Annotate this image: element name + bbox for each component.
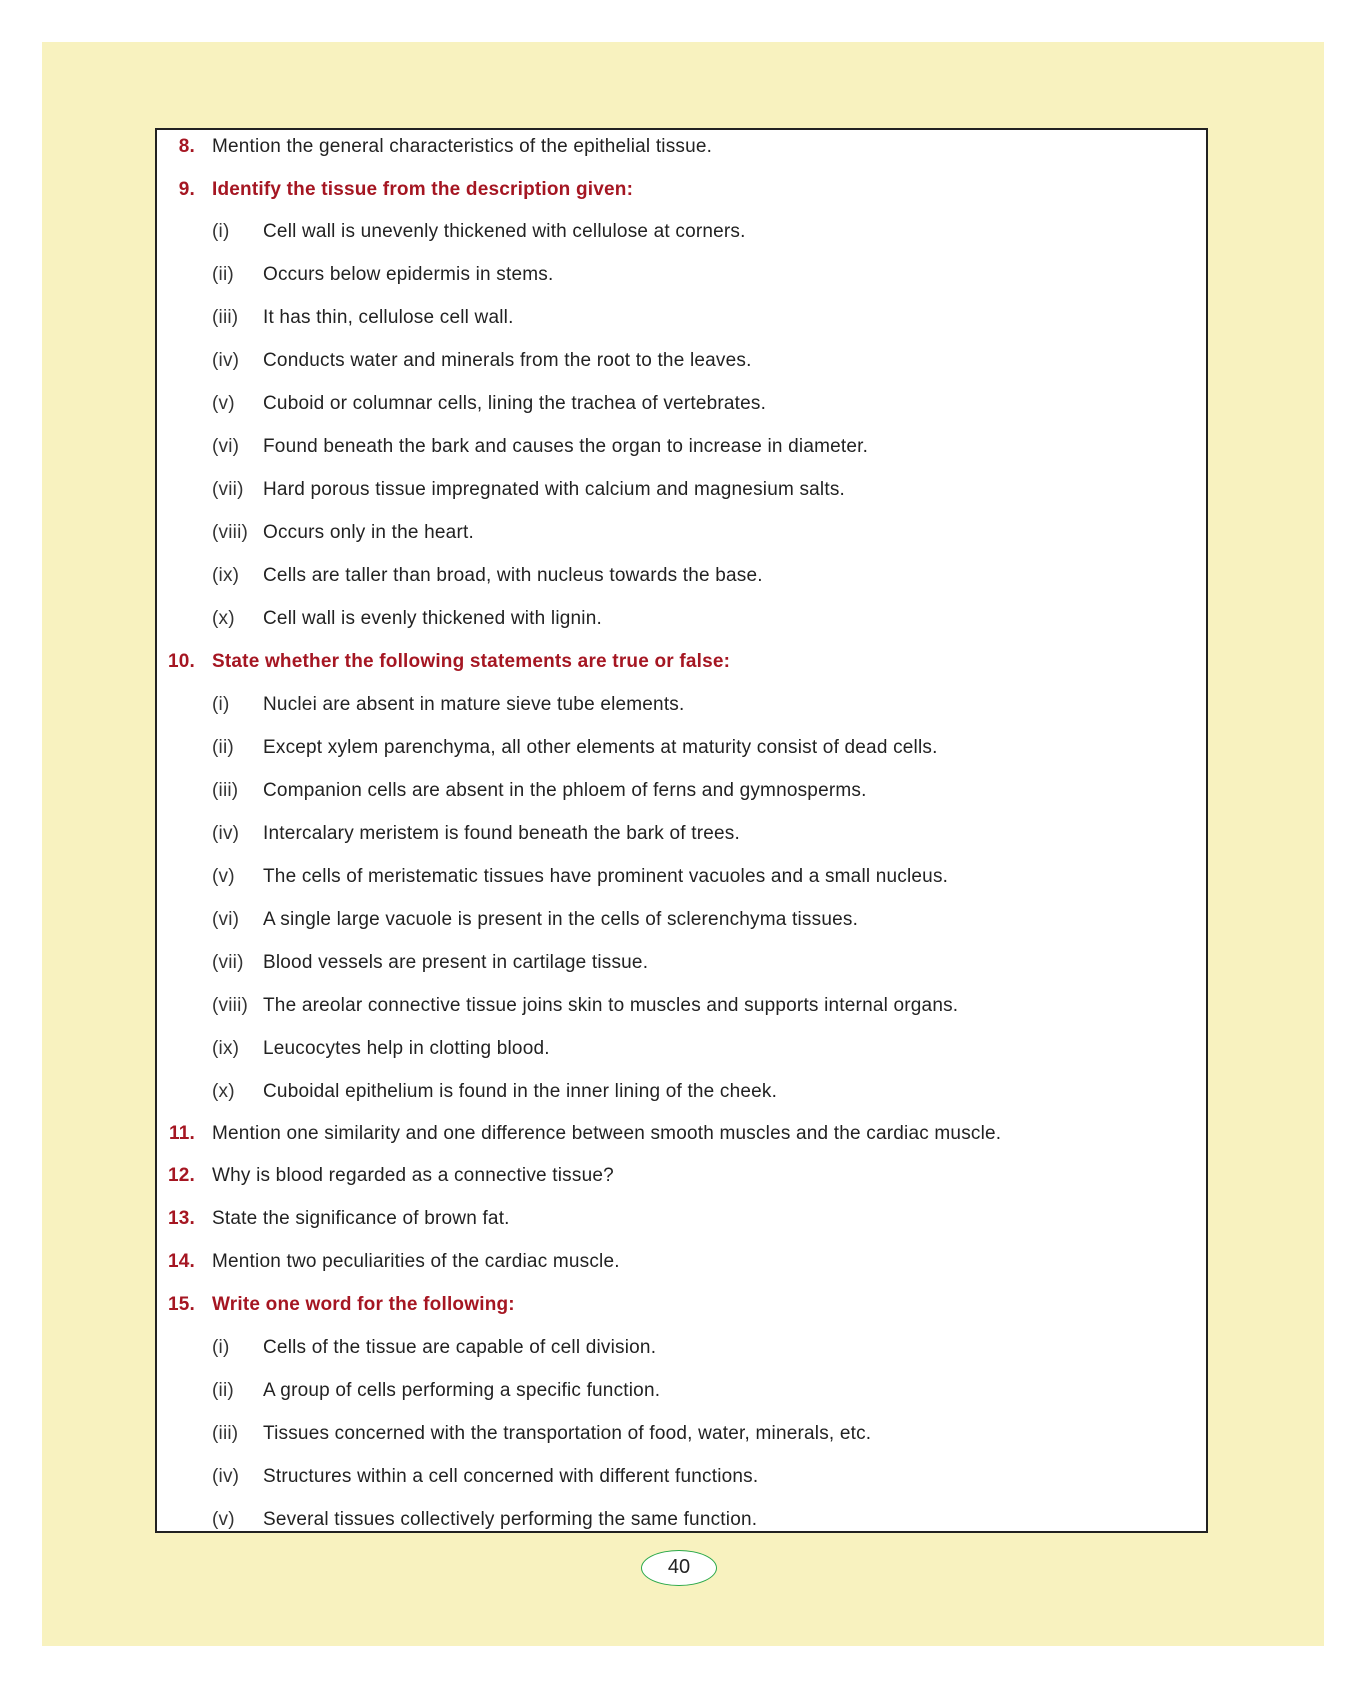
item-text: Leucocytes help in clotting blood. <box>263 1038 550 1059</box>
item-text: A group of cells performing a specific function. <box>263 1380 661 1401</box>
item-text: Tissues concerned with the transportation of food, water, minerals, etc. <box>263 1423 872 1444</box>
item-text: It has thin, cellulose cell wall. <box>263 307 514 328</box>
item-roman: (iv) <box>212 823 240 844</box>
item-roman: (i) <box>212 1337 230 1358</box>
item-text: Cell wall is evenly thickened with lignin. <box>263 608 602 629</box>
question-text: Mention one similarity and one difference between smooth muscles and the cardiac muscle. <box>212 1123 1002 1144</box>
item-text: Cuboid or columnar cells, lining the trachea of vertebrates. <box>263 393 767 414</box>
item-roman: (iii) <box>212 780 239 801</box>
item-text: Intercalary meristem is found beneath the bark of trees. <box>263 823 740 844</box>
item-roman: (v) <box>212 866 235 887</box>
item-roman: (viii) <box>212 995 249 1016</box>
exercise-box <box>155 128 1208 1533</box>
item-text: Several tissues collectively performing the same function. <box>263 1509 758 1530</box>
item-roman: (i) <box>212 694 230 715</box>
item-text: Conducts water and minerals from the root to the leaves. <box>263 350 752 371</box>
item-text: Cells are taller than broad, with nucleus towards the base. <box>263 565 763 586</box>
item-roman: (x) <box>212 608 235 629</box>
question-number: 8. <box>178 136 195 157</box>
page-number: 40 <box>641 1550 717 1586</box>
item-text: Occurs below epidermis in stems. <box>263 264 554 285</box>
item-text: Cell wall is unevenly thickened with cellulose at corners. <box>263 221 746 242</box>
item-text: The cells of meristematic tissues have prominent vacuoles and a small nucleus. <box>263 866 949 887</box>
item-roman: (viii) <box>212 522 249 543</box>
item-text: Found beneath the bark and causes the organ to increase in diameter. <box>263 436 869 457</box>
question-text: Mention the general characteristics of the epithelial tissue. <box>212 136 713 157</box>
question-heading: Identify the tissue from the description given: <box>212 179 634 200</box>
item-roman: (vi) <box>212 909 240 930</box>
item-roman: (vi) <box>212 436 240 457</box>
item-text: Companion cells are absent in the phloem of ferns and gymnosperms. <box>263 780 867 801</box>
item-roman: (vii) <box>212 952 244 973</box>
item-text: Hard porous tissue impregnated with calcium and magnesium salts. <box>263 479 846 500</box>
item-roman: (i) <box>212 221 230 242</box>
item-roman: (iv) <box>212 350 240 371</box>
item-text: Cells of the tissue are capable of cell division. <box>263 1337 657 1358</box>
item-roman: (ii) <box>212 264 234 285</box>
item-roman: (v) <box>212 1509 235 1530</box>
item-text: Nuclei are absent in mature sieve tube elements. <box>263 694 685 715</box>
item-roman: (iv) <box>212 1466 240 1487</box>
item-text: A single large vacuole is present in the cells of sclerenchyma tissues. <box>263 909 859 930</box>
item-roman: (ii) <box>212 1380 234 1401</box>
question-number: 13. <box>167 1208 195 1229</box>
item-text: Structures within a cell concerned with different functions. <box>263 1466 759 1487</box>
question-number: 11. <box>169 1123 195 1144</box>
item-roman: (x) <box>212 1081 235 1102</box>
item-text: Blood vessels are present in cartilage tissue. <box>263 952 649 973</box>
item-text: The areolar connective tissue joins skin to muscles and supports internal organs. <box>263 995 959 1016</box>
item-roman: (vii) <box>212 479 244 500</box>
item-roman: (ii) <box>212 737 234 758</box>
question-number: 15. <box>167 1294 195 1315</box>
question-number: 14. <box>167 1251 195 1272</box>
item-roman: (ix) <box>212 565 240 586</box>
item-text: Occurs only in the heart. <box>263 522 474 543</box>
question-text: Why is blood regarded as a connective tissue? <box>212 1165 614 1186</box>
question-number: 9. <box>178 179 195 200</box>
item-roman: (v) <box>212 393 235 414</box>
item-text: Except xylem parenchyma, all other elements at maturity consist of dead cells. <box>263 737 938 758</box>
item-roman: (ix) <box>212 1038 240 1059</box>
question-heading: Write one word for the following: <box>212 1294 515 1315</box>
question-text: Mention two peculiarities of the cardiac muscle. <box>212 1251 620 1272</box>
question-heading: State whether the following statements are true or false: <box>212 651 731 672</box>
item-roman: (iii) <box>212 307 239 328</box>
item-roman: (iii) <box>212 1423 239 1444</box>
item-text: Cuboidal epithelium is found in the inner lining of the cheek. <box>263 1081 778 1102</box>
question-number: 10. <box>167 651 195 672</box>
question-text: State the significance of brown fat. <box>212 1208 510 1229</box>
question-number: 12. <box>167 1165 195 1186</box>
